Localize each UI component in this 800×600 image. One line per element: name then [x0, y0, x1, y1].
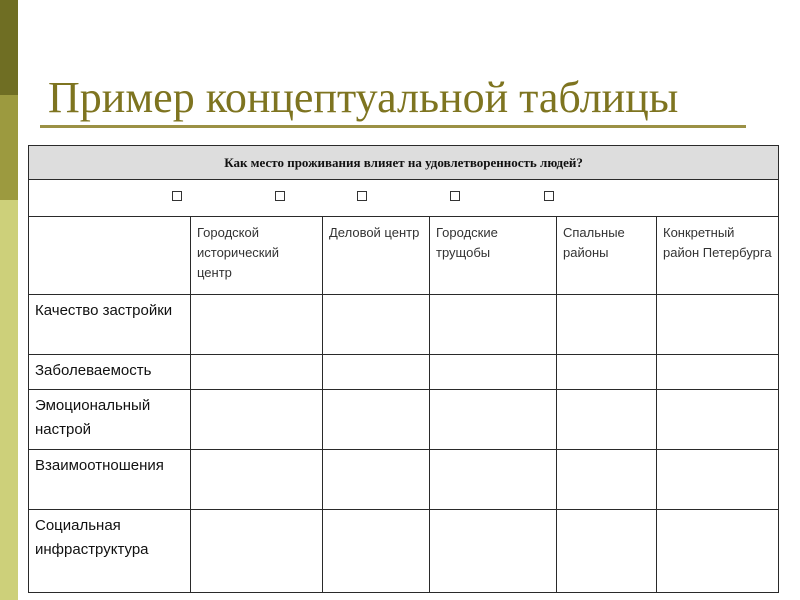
row-label-text: Заболеваемость — [35, 362, 152, 379]
row-label — [29, 450, 191, 510]
table-row — [29, 355, 779, 390]
strip-segment-mid — [0, 95, 18, 200]
row-label-text: Эмоциональный настрой — [35, 397, 151, 438]
column-header — [557, 217, 657, 295]
table-cell[interactable] — [557, 390, 657, 450]
table-cell[interactable] — [191, 510, 323, 593]
table-row — [29, 295, 779, 355]
table-cell[interactable] — [430, 510, 557, 593]
checkbox-cell — [29, 180, 779, 217]
table-row — [29, 450, 779, 510]
column-header — [430, 217, 557, 295]
table-cell[interactable] — [557, 355, 657, 390]
checkbox-strip — [29, 180, 778, 216]
table-cell[interactable] — [323, 510, 430, 593]
column-header — [657, 217, 779, 295]
checkbox-1[interactable] — [172, 191, 182, 201]
question-cell: Как место проживания влияет на удовлетворенность людей? — [29, 146, 779, 180]
checkbox-5[interactable] — [544, 191, 554, 201]
table-cell[interactable] — [430, 295, 557, 355]
table-row — [29, 510, 779, 593]
column-header-label: Городской исторический центр — [197, 225, 280, 280]
slide-title: Пример концептуальной таблицы — [48, 73, 679, 122]
table-cell[interactable] — [323, 390, 430, 450]
table-cell[interactable] — [657, 390, 779, 450]
row-label — [29, 295, 191, 355]
row-label — [29, 355, 191, 390]
table-cell[interactable] — [430, 390, 557, 450]
column-header-row — [29, 217, 779, 295]
table-cell[interactable] — [191, 390, 323, 450]
side-decoration-strip — [0, 0, 18, 600]
table-cell[interactable] — [191, 450, 323, 510]
row-label-text: Качество застройки — [35, 302, 173, 319]
corner-cell — [29, 217, 191, 295]
strip-segment-light — [0, 200, 18, 600]
table-cell[interactable] — [323, 355, 430, 390]
table-cell[interactable] — [323, 450, 430, 510]
table-cell[interactable] — [657, 295, 779, 355]
column-header-label: Деловой центр — [329, 225, 420, 240]
row-label — [29, 510, 191, 593]
table-cell[interactable] — [657, 450, 779, 510]
question-row — [29, 146, 779, 180]
column-header-label: Конкретный район Петербурга — [663, 225, 772, 260]
table-cell[interactable] — [430, 355, 557, 390]
column-header-label: Городские трущобы — [436, 225, 498, 260]
row-label-text: Взаимоотношения — [35, 457, 164, 474]
row-label-text: Социальная инфраструктура — [35, 517, 149, 558]
table-cell[interactable] — [657, 355, 779, 390]
table-cell[interactable] — [557, 295, 657, 355]
column-header — [191, 217, 323, 295]
checkbox-3[interactable] — [357, 191, 367, 201]
checkbox-row — [29, 180, 779, 217]
table-cell[interactable] — [323, 295, 430, 355]
strip-segment-dark — [0, 0, 18, 95]
title-underline — [40, 125, 746, 128]
table-cell[interactable] — [657, 510, 779, 593]
table-row — [29, 390, 779, 450]
table-cell[interactable] — [557, 450, 657, 510]
table-cell[interactable] — [191, 355, 323, 390]
column-header-label: Спальные районы — [563, 225, 625, 260]
checkbox-4[interactable] — [450, 191, 460, 201]
table-cell[interactable] — [191, 295, 323, 355]
column-header — [323, 217, 430, 295]
checkbox-2[interactable] — [275, 191, 285, 201]
table-cell[interactable] — [557, 510, 657, 593]
row-label — [29, 390, 191, 450]
concept-table — [28, 145, 779, 593]
table-cell[interactable] — [430, 450, 557, 510]
